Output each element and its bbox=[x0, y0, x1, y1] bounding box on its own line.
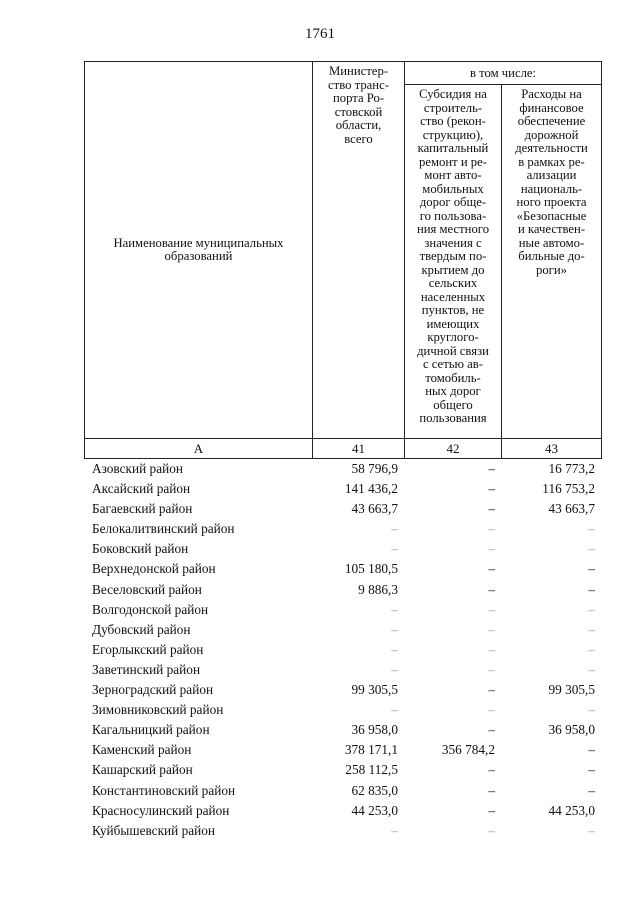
table-header bbox=[84, 61, 602, 459]
municipality-name: Багаевский район bbox=[92, 501, 193, 517]
value-col-41: – bbox=[391, 621, 398, 637]
table-row bbox=[84, 760, 601, 780]
municipality-name: Верхнедонской район bbox=[92, 561, 216, 577]
value-col-42: – bbox=[488, 762, 495, 778]
value-col-41: – bbox=[391, 541, 398, 557]
municipality-name: Волгодонской район bbox=[92, 601, 209, 617]
value-col-42: – bbox=[488, 581, 495, 597]
value-col-43: – bbox=[588, 782, 595, 798]
municipality-name: Кагальницкий район bbox=[92, 722, 210, 738]
table-row bbox=[84, 600, 601, 620]
municipality-name: Веселовский район bbox=[92, 581, 202, 597]
value-col-42: – bbox=[488, 802, 495, 818]
value-col-42: 356 784,2 bbox=[441, 742, 495, 758]
header-subsidy-column bbox=[405, 85, 502, 439]
value-col-41: 378 171,1 bbox=[344, 742, 398, 758]
index-cell-a: А bbox=[85, 439, 313, 459]
municipality-name: Куйбышевский район bbox=[92, 822, 216, 838]
value-col-42: – bbox=[488, 561, 495, 577]
table-row bbox=[84, 660, 601, 680]
municipality-name: Азовский район bbox=[92, 461, 183, 476]
table-row bbox=[84, 720, 601, 740]
table-row bbox=[84, 700, 601, 720]
municipality-name: Дубовский район bbox=[92, 621, 191, 637]
header-total-column bbox=[313, 62, 405, 439]
value-col-42: – bbox=[488, 641, 495, 657]
value-col-43: – bbox=[588, 661, 595, 677]
value-col-42: – bbox=[488, 461, 495, 476]
value-col-43: 36 958,0 bbox=[548, 722, 595, 738]
table-row bbox=[84, 459, 601, 479]
municipality-name: Егорлыкский район bbox=[92, 641, 204, 657]
value-col-42: – bbox=[488, 661, 495, 677]
value-col-42: – bbox=[488, 541, 495, 557]
municipality-name: Каменский район bbox=[92, 742, 192, 758]
table-row bbox=[84, 801, 601, 821]
value-col-42: – bbox=[488, 621, 495, 637]
table-row bbox=[84, 559, 601, 579]
table-row bbox=[84, 580, 601, 600]
municipality-name: Боковский район bbox=[92, 541, 189, 557]
value-col-41: 9 886,3 bbox=[358, 581, 398, 597]
table-row bbox=[84, 499, 601, 519]
header-name-label: Наименование муниципальных образований bbox=[113, 235, 284, 263]
value-col-43: – bbox=[588, 601, 595, 617]
value-col-43: 44 253,0 bbox=[548, 802, 595, 818]
table-row bbox=[84, 781, 601, 801]
value-col-41: 62 835,0 bbox=[351, 782, 398, 798]
value-col-42: – bbox=[488, 501, 495, 517]
value-col-41: 99 305,5 bbox=[351, 682, 398, 698]
municipality-name: Аксайский район bbox=[92, 481, 191, 497]
page-number: 1761 bbox=[305, 26, 335, 42]
header-name-column bbox=[85, 62, 313, 439]
value-col-43: – bbox=[588, 561, 595, 577]
header-expenses-column bbox=[502, 85, 602, 439]
municipality-name: Заветинский район bbox=[92, 661, 201, 677]
table-row bbox=[84, 479, 601, 499]
value-col-43: 99 305,5 bbox=[548, 682, 595, 698]
value-col-43: – bbox=[588, 641, 595, 657]
value-col-41: 44 253,0 bbox=[351, 802, 398, 818]
header-expenses-label: Расходы на финансовое обеспечение дорожной деятельности в рамках ре- ализации националь- ного проекта «Безопасные и качествен- ные автомо- бильные до- роги» bbox=[515, 87, 588, 277]
value-col-43: 116 753,2 bbox=[542, 481, 595, 497]
municipality-name: Константиновский район bbox=[92, 782, 236, 798]
municipality-name: Зимовниковский район bbox=[92, 702, 224, 718]
value-col-42: – bbox=[488, 822, 495, 838]
header-group-label: в том числе: bbox=[469, 65, 537, 80]
table-row bbox=[84, 519, 601, 539]
value-col-43: – bbox=[588, 702, 595, 718]
value-col-41: – bbox=[391, 702, 398, 718]
value-col-41: 105 180,5 bbox=[344, 561, 398, 577]
value-col-43: – bbox=[588, 581, 595, 597]
municipality-name: Белокалитвинский район bbox=[92, 521, 235, 537]
table-row bbox=[84, 539, 601, 559]
value-col-43: – bbox=[588, 541, 595, 557]
index-cell-43: 43 bbox=[502, 439, 602, 459]
value-col-42: – bbox=[488, 601, 495, 617]
value-col-41: 58 796,9 bbox=[351, 461, 398, 476]
header-group bbox=[405, 62, 602, 85]
table-row bbox=[84, 740, 601, 760]
header-total-label: Министер- ство транс- порта Ро- стовской области, всего bbox=[328, 64, 389, 146]
header-subsidy-label: Субсидия на строитель- ство (рекон- струкцию), капитальный ремонт и ре- монт авто- мобильных дорог обще- го пользова- ния местного значения с твердым по- крытием до сельских населенных пунктов, не имеющих круглого- дичной связи с сетью ав- томобиль- ных дорог общего пользования bbox=[416, 87, 490, 425]
value-col-41: 141 436,2 bbox=[344, 481, 398, 497]
value-col-42: – bbox=[488, 481, 495, 497]
value-col-41: – bbox=[391, 521, 398, 537]
municipality-name: Красносулинский район bbox=[92, 802, 230, 818]
value-col-42: – bbox=[488, 521, 495, 537]
value-col-41: 43 663,7 bbox=[351, 501, 398, 517]
municipality-name: Кашарский район bbox=[92, 762, 193, 778]
value-col-42: – bbox=[488, 782, 495, 798]
value-col-42: – bbox=[488, 722, 495, 738]
value-col-43: – bbox=[588, 621, 595, 637]
municipality-name: Зерноградский район bbox=[92, 682, 214, 698]
table-row bbox=[84, 620, 601, 640]
table-row bbox=[84, 821, 601, 841]
index-cell-41: 41 bbox=[313, 439, 405, 459]
value-col-43: – bbox=[588, 521, 595, 537]
table-row bbox=[84, 640, 601, 660]
value-col-42: – bbox=[488, 682, 495, 698]
value-col-41: – bbox=[391, 601, 398, 617]
value-col-43: – bbox=[588, 762, 595, 778]
value-col-42: – bbox=[488, 702, 495, 718]
table-row bbox=[84, 680, 601, 700]
value-col-41: – bbox=[391, 641, 398, 657]
data-table bbox=[84, 459, 601, 841]
value-col-43: – bbox=[588, 742, 595, 758]
value-col-43: 43 663,7 bbox=[548, 501, 595, 517]
value-col-43: – bbox=[588, 822, 595, 838]
value-col-43: 16 773,2 bbox=[548, 461, 595, 476]
value-col-41: 258 112,5 bbox=[345, 762, 398, 778]
value-col-41: – bbox=[391, 822, 398, 838]
index-cell-42: 42 bbox=[405, 439, 502, 459]
value-col-41: – bbox=[391, 661, 398, 677]
value-col-41: 36 958,0 bbox=[351, 722, 398, 738]
